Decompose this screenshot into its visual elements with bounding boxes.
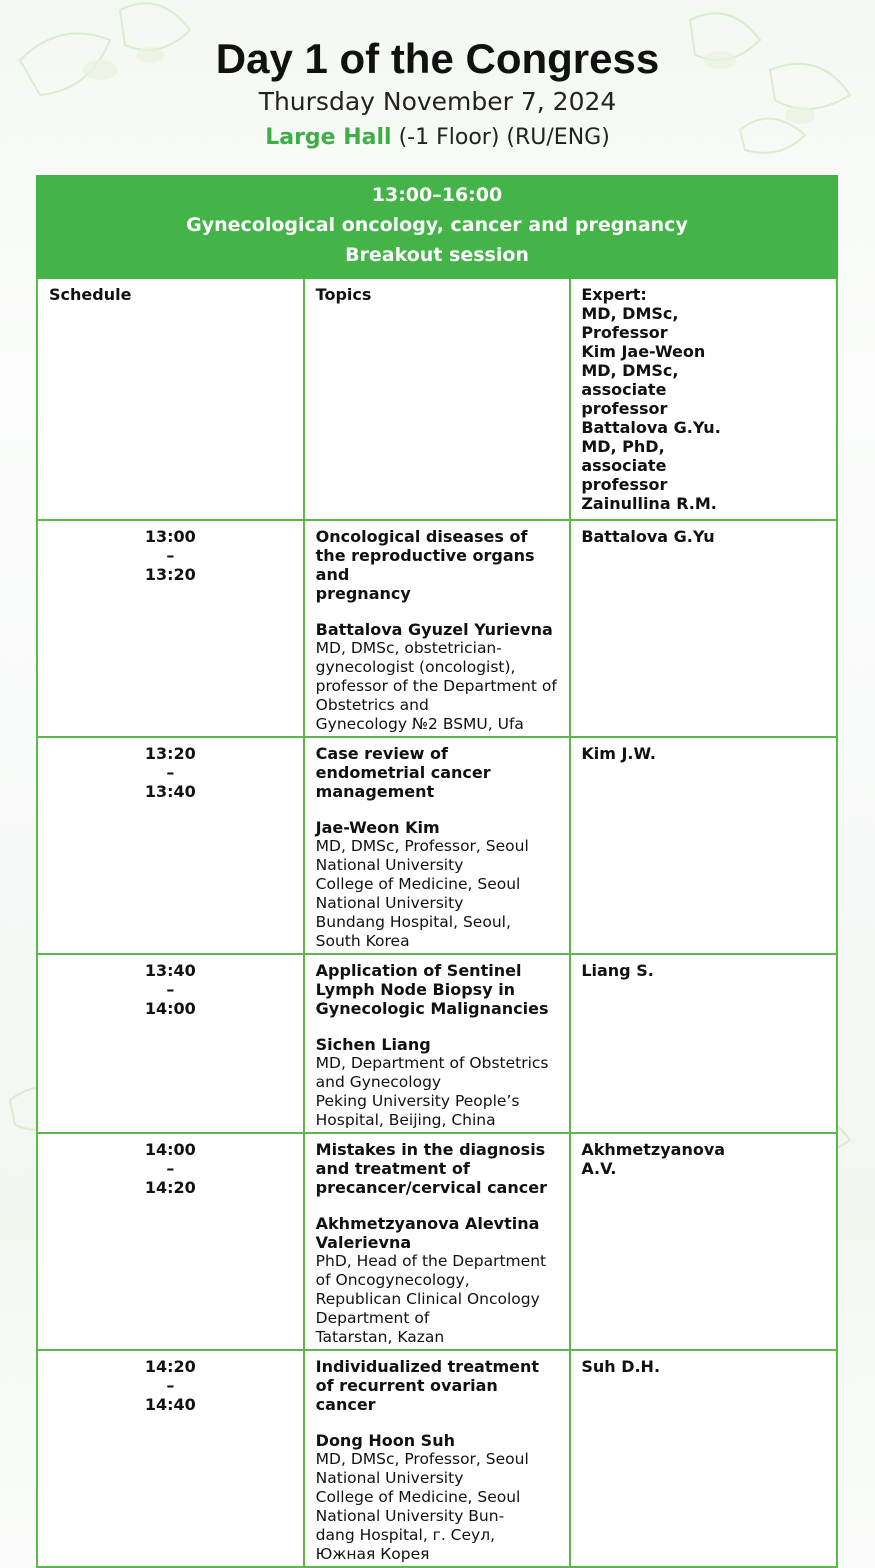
speaker-affiliation: College of Medicine, Seoul National University Bun- [315,1488,521,1525]
experts-line: Battalova G.Yu. [581,418,721,437]
speaker-affiliation: Peking University People’s Hospital, Beijing, China [315,1092,520,1129]
experts-line: professor [581,475,668,494]
expert-name: Kim J.W. [581,744,656,763]
speaker-name: Sichen Liang [315,1035,431,1054]
speaker-name: Jae-Weon Kim [315,818,440,837]
experts-line: MD, DMSc, [581,304,679,323]
column-header-row [37,278,837,520]
expert-cell [570,737,837,954]
expert-name: Battalova G.Yu [581,527,715,546]
end-time: 14:00 [144,999,196,1018]
topic-cell [304,737,571,954]
experts-line: MD, DMSc, [581,361,679,380]
time-slot [37,954,304,1133]
expert-cell [570,954,837,1133]
speaker-affiliation: Gynecology №2 BSMU, Ufa [315,715,524,733]
speaker-affiliation: MD, DMSc, Professor, Seoul National University [315,1450,529,1487]
expert-name: Liang S. [581,961,654,980]
time-dash: – [166,1159,175,1178]
topic-title: cancer [315,1395,376,1414]
experts-line: Kim Jae-Weon [581,342,706,361]
table-row [37,1133,837,1350]
topic-title: Mistakes in the diagnosis and treatment of [315,1140,546,1178]
topic-cell [304,954,571,1133]
speaker-name: Battalova Gyuzel Yurievna [315,620,553,639]
start-time: 14:20 [144,1357,196,1376]
start-time: 13:40 [144,961,196,980]
speaker-name: Akhmetzyanova Alevtina Valerievna [315,1214,540,1252]
topic-cell [304,520,571,737]
speaker-affiliation: MD, DMSc, obstetrician-gynecologist (oncologist), [315,639,516,676]
table-row [37,1350,837,1567]
time-dash: – [166,1376,175,1395]
speaker-affiliation: Republican Clinical Oncology Department of [315,1290,540,1327]
hall-details: (-1 Floor) (RU/ENG) [398,125,610,150]
topic-title: Oncological diseases of the reproductive organs and [315,527,535,584]
experts-column-header [570,278,837,520]
topic-title: Case review of endometrial cancer management [315,744,491,801]
table-row [37,520,837,737]
start-time: 14:00 [144,1140,196,1159]
session-subtitle: Breakout session [345,244,529,266]
expert-cell [570,520,837,737]
experts-line: MD, PhD, [581,437,665,456]
expert-name: Akhmetzyanova [581,1140,726,1159]
time-dash: – [166,980,175,999]
table-row [37,737,837,954]
speaker-affiliation: MD, Department of Obstetrics and Gynecology [315,1054,549,1091]
experts-line: Professor [581,323,668,342]
time-slot [37,1133,304,1350]
end-time: 14:40 [144,1395,196,1414]
speaker-affiliation: PhD, Head of the Department of Oncogynecology, [315,1252,547,1289]
expert-cell [570,1350,837,1567]
hall-name: Large Hall [265,125,392,150]
session-time: 13:00–16:00 [371,184,503,206]
experts-line: professor [581,399,668,418]
end-time: 14:20 [144,1178,196,1197]
expert-name: A.V. [581,1159,617,1178]
experts-line: Zainullina R.M. [581,494,717,513]
experts-line: associate [581,380,667,399]
session-header [37,176,837,278]
end-time: 13:40 [144,782,196,801]
time-slot [37,520,304,737]
time-dash: – [166,546,175,565]
start-time: 13:20 [144,744,196,763]
time-slot [37,737,304,954]
topic-cell [304,1133,571,1350]
speaker-affiliation: Bundang Hospital, Seoul, South Korea [315,913,511,950]
experts-line: associate [581,456,667,475]
schedule-table [36,175,838,1568]
start-time: 13:00 [144,527,196,546]
topic-title: Application of Sentinel Lymph Node Biopsy in [315,961,522,999]
speaker-affiliation: professor of the Department of Obstetrics and [315,677,557,714]
speaker-affiliation: Tatarstan, Kazan [315,1328,445,1346]
session-title: Gynecological oncology, cancer and pregnancy [186,214,688,236]
hall-location [0,122,875,154]
experts-line: Expert: [581,285,647,304]
topic-title: pregnancy [315,584,411,603]
table-row [37,954,837,1133]
time-slot [37,1350,304,1567]
page-header [0,34,875,154]
topics-column-header: Topics [304,278,571,520]
topic-title: precancer/cervical cancer [315,1178,547,1197]
speaker-affiliation: dang Hospital, г. Сеул, Южная Корея [315,1526,496,1563]
speaker-name: Dong Hoon Suh [315,1431,455,1450]
expert-name: Suh D.H. [581,1357,661,1376]
page-title: Day 1 of the Congress [215,35,660,82]
end-time: 13:20 [144,565,196,584]
topic-title: Individualized treatment of recurrent ovarian [315,1357,540,1395]
time-dash: – [166,763,175,782]
schedule-column-header: Schedule [37,278,304,520]
speaker-affiliation: College of Medicine, Seoul National University [315,875,521,912]
speaker-affiliation: MD, DMSc, Professor, Seoul National University [315,837,529,874]
topic-cell [304,1350,571,1567]
topic-title: Gynecologic Malignancies [315,999,549,1018]
expert-cell [570,1133,837,1350]
event-date: Thursday November 7, 2024 [258,87,617,116]
